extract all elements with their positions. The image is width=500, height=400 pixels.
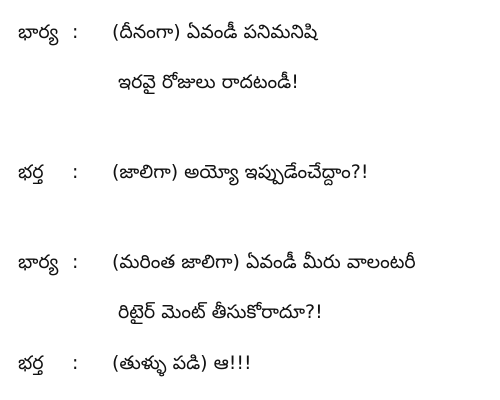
speaker-label: భర్త — [18, 352, 44, 374]
speaker-label: భర్త — [18, 161, 44, 183]
speaker-colon: : — [72, 161, 79, 183]
dialogue-line-husband-2 — [0, 343, 500, 383]
speaker-label: భార్య — [18, 21, 59, 43]
speech-text-continued: ఇరవై రోజులు రాదటండీ! — [118, 71, 299, 93]
speaker-colon: : — [72, 21, 79, 43]
dialogue-line-wife-2 — [0, 242, 500, 282]
dialogue-line-husband-1 — [0, 152, 500, 192]
speaker-label: భార్య — [18, 251, 59, 273]
speech-text: (జాలిగా) అయ్యో ఇప్పుడేంచేద్దాం?! — [112, 161, 369, 183]
speaker-colon: : — [72, 352, 79, 374]
speech-text: (తుళ్ళు పడి) ఆ!!! — [112, 352, 252, 374]
speech-text-continued: రిటైర్ మెంట్ తీసుకోరాదూ?! — [118, 301, 323, 323]
dialogue-line-wife-1-continued — [0, 62, 500, 102]
speaker-colon: : — [72, 251, 79, 273]
speech-text: (మరింత జాలిగా) ఏవండీ మీరు వాలంటరీ — [112, 251, 416, 273]
dialogue-line-wife-2-continued — [0, 292, 500, 332]
speech-text: (దీనంగా) ఏవండీ పనిమనిషి — [112, 21, 318, 43]
dialogue-line-wife-1 — [0, 12, 500, 52]
